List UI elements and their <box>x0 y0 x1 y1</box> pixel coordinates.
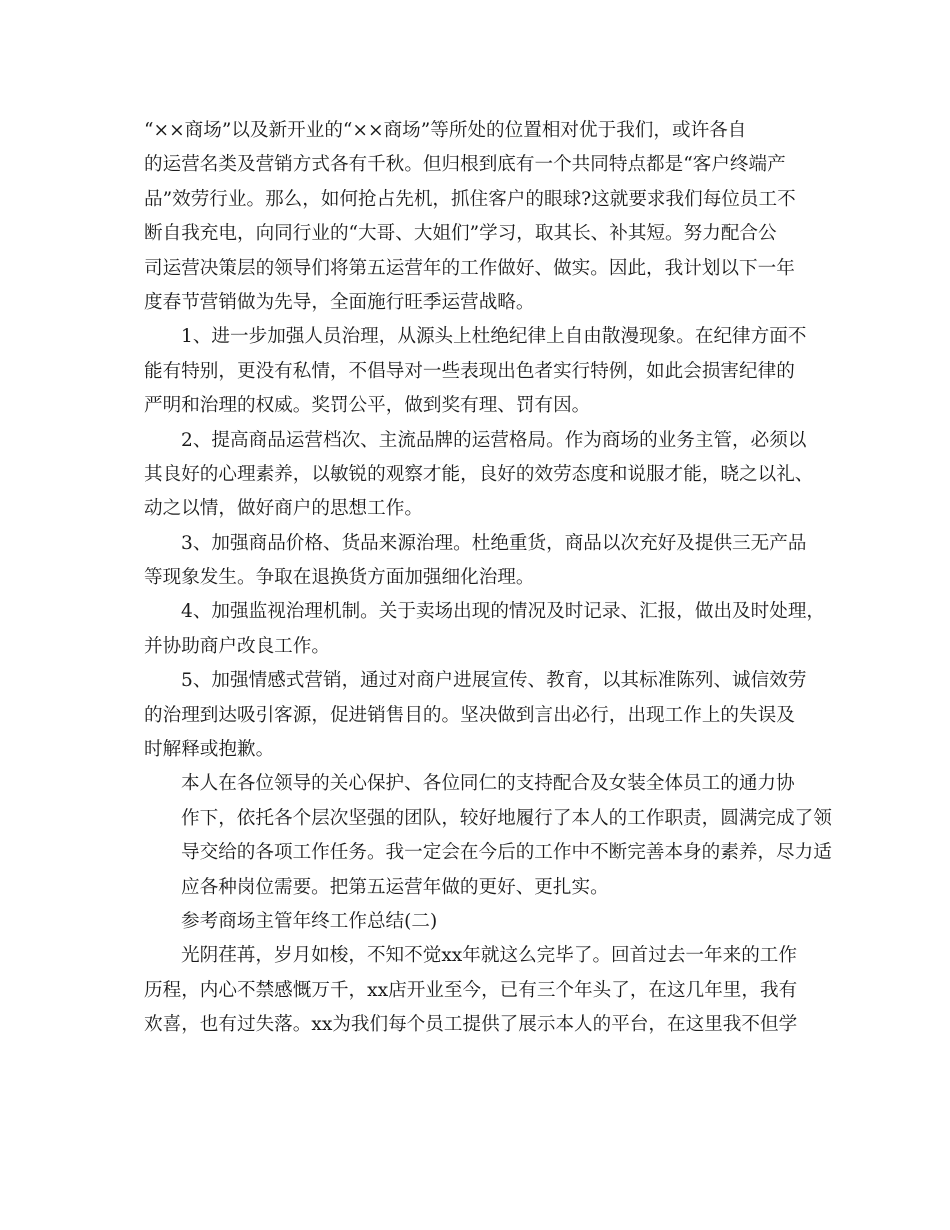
text-line: 严明和治理的权威。奖罚公平，做到奖有理、罚有因。 <box>144 395 591 417</box>
text-line: 断自我充电，向同行业的“大哥、大姐们”学习，取其长、补其短。努力配合公 <box>144 223 777 245</box>
paragraph-first-line: 4、加强监视治理机制。关于卖场出现的情况及时记录、汇报，做出及时处理， <box>181 601 826 623</box>
text-line: 历程，内心不禁感慨万千，xx店开业至今，已有三个年头了，在这几年里，我有 <box>144 979 798 1001</box>
text-line: 司运营决策层的领导们将第五运营年的工作做好、做实。因此，我计划以下一年 <box>144 257 795 279</box>
section-heading: 参考商场主管年终工作总结(二) <box>181 910 438 932</box>
paragraph-first-line: 光阴荏苒，岁月如梭，不知不觉xx年就这么完毕了。回首过去一年来的工作 <box>181 945 797 967</box>
text-line: 导交给的各项工作任务。我一定会在今后的工作中不断完善本身的素养，尽力适 <box>181 842 832 864</box>
text-line: 并协助商户改良工作。 <box>144 635 330 657</box>
paragraph-first-line: 本人在各位领导的关心保护、各位同仁的支持配合及女装全体员工的通力协 <box>181 773 795 795</box>
text-line: 欢喜，也有过失落。xx为我们每个员工提供了展示本人的平台，在这里我不但学 <box>144 1014 798 1036</box>
text-line: 动之以情，做好商户的思想工作。 <box>144 498 423 520</box>
text-line: 的运营名类及营销方式各有千秋。但归根到底有一个共同特点都是“客户终端产 <box>144 154 786 176</box>
paragraph-first-line: 5、加强情感式营销，通过对商户进展宣传、教育，以其标准陈列、诚信效劳 <box>181 670 807 692</box>
document-body <box>144 114 832 1043</box>
text-line: “××商场”以及新开业的“××商场”等所处的位置相对优于我们，或许各自 <box>144 120 747 141</box>
text-line: 品”效劳行业。那么，如何抢占先机，抓住客户的眼球?这就要求我们每位员工不 <box>144 188 796 210</box>
paragraph-first-line: 3、加强商品价格、货品来源治理。杜绝重货，商品以次充好及提供三无产品 <box>181 532 807 554</box>
text-line: 时解释或抱歉。 <box>144 739 275 761</box>
text-line: 的治理到达吸引客源，促进销售目的。坚决做到言出必行，出现工作上的失误及 <box>144 704 795 726</box>
text-line: 作下，依托各个层次坚强的团队，较好地履行了本人的工作职责，圆满完成了领 <box>181 807 832 829</box>
text-line: 能有特别，更没有私情，不倡导对一些表现出色者实行特例，如此会损害纪律的 <box>144 360 795 382</box>
paragraph-first-line: 2、提高商品运营档次、主流品牌的运营格局。作为商场的业务主管，必须以 <box>181 429 807 451</box>
text-line: 等现象发生。争取在退换货方面加强细化治理。 <box>144 567 535 589</box>
text-line: 其良好的心理素养，以敏锐的观察才能，良好的效劳态度和说服才能，晓之以礼、 <box>144 463 814 485</box>
text-line: 应各种岗位需要。把第五运营年做的更好、更扎实。 <box>181 876 609 898</box>
text-line: 度春节营销做为先导，全面施行旺季运营战略。 <box>144 291 535 313</box>
paragraph-first-line: 1、进一步加强人员治理，从源头上杜绝纪律上自由散漫现象。在纪律方面不 <box>181 326 807 348</box>
